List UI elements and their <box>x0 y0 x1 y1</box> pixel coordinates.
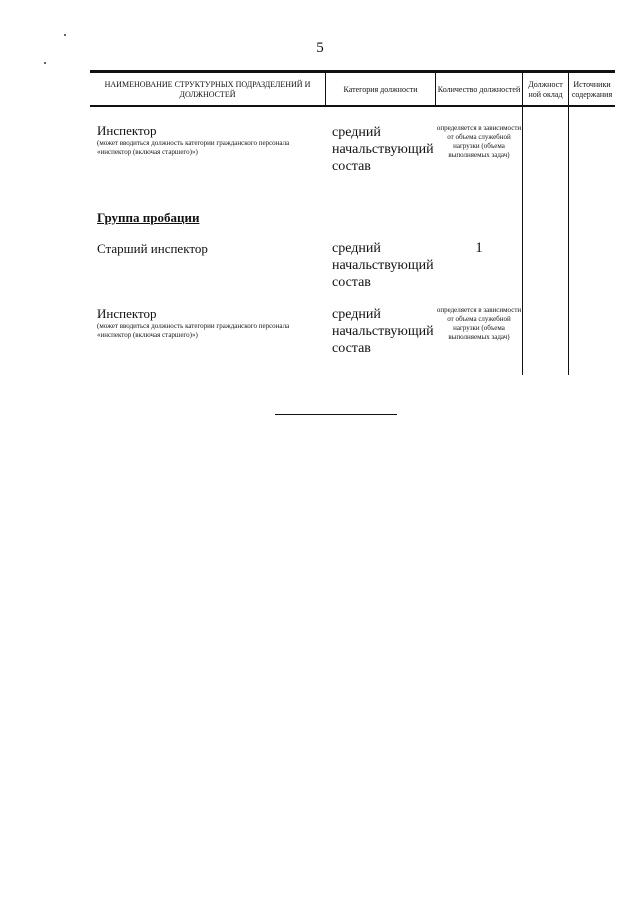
column-divider <box>568 70 569 375</box>
position-quantity: 1 <box>475 240 483 256</box>
scan-speck <box>64 34 66 36</box>
position-quantity: определяется в зависимости от объема служебной нагрузки (объема выполняемых задач) <box>436 306 522 341</box>
header-category: Категория должности <box>343 84 418 94</box>
position-category: средний начальствующий состав <box>332 241 434 290</box>
position-category: средний начальствующий состав <box>332 307 434 356</box>
position-note: (может вводиться должность категории гражданского персонала «инспектор (включая старшего)») <box>97 322 290 339</box>
header-sources: Источники содержания <box>571 79 613 99</box>
header-quantity: Количество должностей <box>437 84 521 94</box>
position-title: Старший инспектор <box>97 241 208 256</box>
position-note: (может вводиться должность категории гражданского персонала «инспектор (включая старшего)») <box>97 139 290 156</box>
scan-speck <box>44 62 46 64</box>
position-category: средний начальствующий состав <box>332 125 434 174</box>
end-rule <box>275 414 397 415</box>
position-title: Инспектор <box>97 306 157 321</box>
position-title: Инспектор <box>97 123 157 138</box>
header-salary: Должност ной оклад <box>528 79 563 99</box>
staff-table <box>90 70 615 375</box>
position-quantity: определяется в зависимости от объема служебной нагрузки (объема выполняемых задач) <box>436 124 522 159</box>
group-heading: Группа пробации <box>97 210 200 225</box>
header-name: НАИМЕНОВАНИЕ СТРУКТУРНЫХ ПОДРАЗДЕЛЕНИЙ И ДОЛЖНОСТЕЙ <box>104 79 311 99</box>
page-number: 5 <box>316 40 324 56</box>
column-divider <box>522 70 523 375</box>
